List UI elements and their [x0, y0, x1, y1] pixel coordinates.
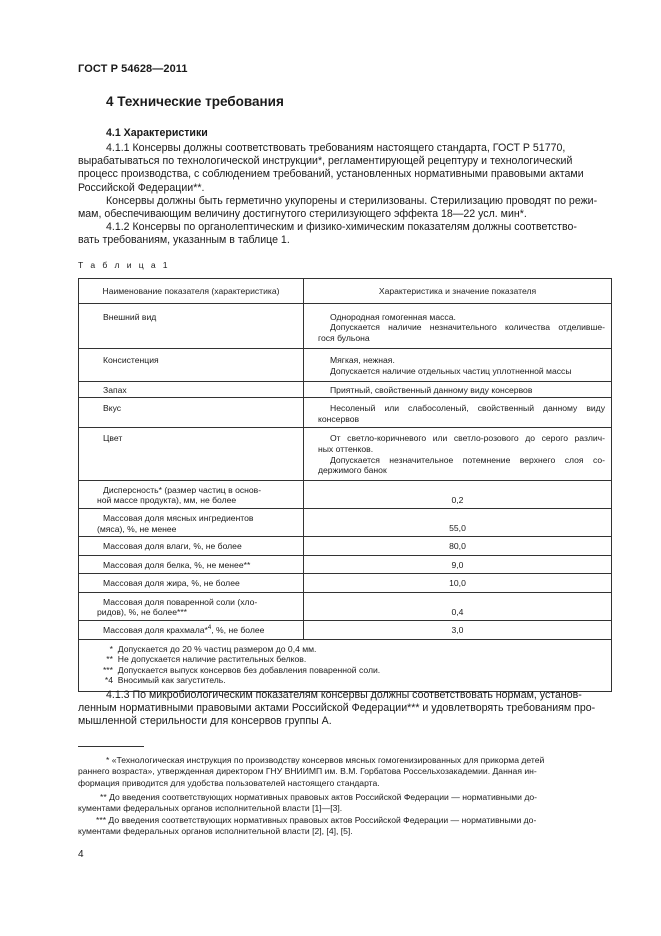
table-note	[79, 665, 611, 676]
indicator-cell	[79, 398, 304, 428]
indicator-cell	[79, 555, 304, 574]
value-cell: 9,0	[304, 555, 612, 574]
note-mark: *4	[104, 675, 113, 686]
indicator-cell	[79, 303, 304, 349]
indicator-name: Массовая доля мясных ингредиентов	[103, 512, 254, 523]
indicator-name: Вкус	[103, 403, 122, 414]
table-note	[79, 675, 611, 686]
page-number: 4	[78, 849, 84, 860]
note-text: Допускается до 20 % частиц размером до 0,4 мм.	[117, 643, 317, 654]
indicator-name: ридов), %, не более***	[97, 607, 188, 618]
indicator-name	[79, 625, 303, 636]
value-cell	[304, 303, 612, 349]
footnote-line: * «Технологическая инструкция по производству консервов мясных гомогенизированных для прикорма детей	[106, 755, 545, 765]
table-note	[79, 654, 611, 665]
value-text: гося бульона	[318, 332, 370, 343]
indicator-cell	[79, 574, 304, 593]
text-line: 4.1.2 Консервы по органолептическим и физико-химическим показателям должны соответство-	[106, 221, 577, 233]
indicator-cell	[79, 349, 304, 381]
note-text: Допускается выпуск консервов без добавления поваренной соли.	[117, 664, 381, 675]
text-line: 4.1.3 По микробиологическим показателям консервы должны соответствовать нормам, установ-	[106, 689, 582, 701]
indicator-cell	[79, 592, 304, 620]
value-text: держимого банок	[318, 465, 387, 476]
table-header-row	[79, 279, 612, 304]
text-line: Российской Федерации**.	[78, 181, 205, 194]
table-row	[79, 555, 612, 574]
paragraph-4-1-2	[78, 221, 612, 247]
value-cell	[304, 349, 612, 381]
value-text: Мягкая, нежная.	[330, 355, 395, 366]
table-row	[79, 349, 612, 381]
subsection-title: 4.1 Характеристики	[106, 127, 208, 139]
table-notes-row	[79, 639, 612, 691]
note-text: Вносимый как загуститель.	[117, 675, 226, 686]
value-cell	[304, 381, 612, 398]
value-text: Несоленый или слабосоленый, свойственный данному виду	[330, 403, 605, 414]
text-line: вать требованиям, указанным в таблице 1.	[78, 234, 290, 247]
indicator-name: ной массе продукта), мм, не более	[97, 495, 237, 506]
indicator-name: Массовая доля жира, %, не более	[103, 578, 240, 589]
value-cell: 55,0	[304, 508, 612, 536]
table-row	[79, 381, 612, 398]
note-mark: **	[106, 654, 113, 665]
footnote-superscript: 4	[207, 625, 212, 632]
table-row	[79, 574, 612, 593]
value-cell: 80,0	[304, 537, 612, 556]
footnote-separator	[78, 746, 144, 747]
value-cell: 0,2	[304, 480, 612, 508]
indicator-name: Массовая доля белка, %, не менее**	[103, 559, 251, 570]
text-line: Консервы должны быть герметично укупорены и стерилизованы. Стерилизацию проводят по режи-	[106, 195, 598, 207]
indicator-name-part: , %, не более	[211, 625, 265, 636]
value-text: консервов	[318, 413, 360, 424]
value-cell	[304, 398, 612, 428]
value-cell: 10,0	[304, 574, 612, 593]
text-line: мышленной стерильности для консервов группы А.	[78, 715, 332, 728]
table-note	[79, 644, 611, 655]
footnote-2	[78, 792, 612, 815]
indicator-name: Дисперсность* (размер частиц в основ-	[103, 484, 262, 495]
text-line: мам, обеспечивающим величину достигнутого стерилизующего эффекта 18—22 усл. мин*.	[78, 208, 527, 221]
table-row	[79, 428, 612, 480]
value-text: ных оттенков.	[318, 443, 374, 454]
table-row	[79, 537, 612, 556]
indicator-name: Цвет	[103, 433, 123, 444]
footnote-line: раннего возраста», утвержденная директором ГНУ ВНИИМП им. В.М. Горбатова Россельхозакадемии. Данная ин-	[78, 766, 537, 777]
note-mark: ***	[102, 664, 113, 675]
footnote-line: *** До введения соответствующих нормативных правовых актов Российской Федерации — нормативными до-	[96, 815, 537, 825]
indicator-name: Массовая доля поваренной соли (хло-	[103, 596, 258, 607]
value-text: Допускается наличие отдельных частиц уплотненной массы	[330, 365, 572, 376]
indicator-name: (мяса), %, не менее	[97, 523, 177, 534]
indicator-name: Массовая доля влаги, %, не более	[103, 541, 242, 552]
value-cell: 0,4	[304, 592, 612, 620]
text-line: процесс производства, с соблюдением требований, установленных нормативными правовыми актами	[78, 168, 584, 181]
footnote-3	[78, 815, 612, 838]
table-row	[79, 508, 612, 536]
value-text: Однородная гомогенная масса.	[330, 311, 456, 322]
indicator-name: Внешний вид	[103, 311, 157, 322]
footnote-line: кументами федеральных органов исполнительной власти [1]—[3].	[78, 803, 343, 814]
paragraph-4-1-1	[78, 142, 612, 195]
table-row	[79, 592, 612, 620]
indicator-name: Запах	[103, 384, 127, 395]
footnote-line: ** До введения соответствующих нормативных правовых актов Российской Федерации — нормативными до-	[100, 792, 537, 802]
note-text: Не допускается наличие растительных белков.	[117, 654, 307, 665]
indicator-cell	[79, 508, 304, 536]
table-row	[79, 621, 612, 640]
paragraph-hermetic	[78, 195, 612, 221]
value-cell: 3,0	[304, 621, 612, 640]
table-caption: Т а б л и ц а 1	[78, 260, 170, 270]
value-text: Допускается незначительное потемнение верхнего слоя со-	[330, 454, 605, 465]
value-cell	[304, 428, 612, 480]
table-row	[79, 303, 612, 349]
value-text: Допускается наличие незначительного количества отделивше-	[330, 322, 605, 333]
value-text: Приятный, свойственный данному виду консервов	[330, 384, 533, 395]
text-line: вырабатываться по технологической инструкции*, регламентирующей рецептуру и технологический	[78, 155, 573, 168]
indicator-cell	[79, 428, 304, 480]
section-title: 4 Технические требования	[106, 94, 284, 109]
document-header: ГОСТ Р 54628—2011	[78, 63, 188, 75]
table-row	[79, 480, 612, 508]
table-notes	[79, 639, 612, 691]
indicator-cell	[79, 480, 304, 508]
column-header-indicator: Наименование показателя (характеристика)	[79, 279, 304, 304]
column-header-value: Характеристика и значение показателя	[304, 279, 612, 304]
note-mark: *	[109, 643, 113, 654]
indicator-cell	[79, 537, 304, 556]
indicator-cell	[79, 621, 304, 640]
indicator-cell	[79, 381, 304, 398]
value-text: От светло-коричневого или светло-розового до серого различ-	[330, 433, 605, 444]
table-row	[79, 398, 612, 428]
indicator-name-part: Массовая доля крахмала*	[103, 625, 208, 636]
indicator-name: Консистенция	[103, 355, 159, 366]
text-line: ленным нормативными правовыми актами Российской Федерации*** и удовлетворять требованиям про-	[78, 702, 596, 715]
footnote-line: формация приводится для удобства пользователей настоящего стандарта.	[78, 777, 380, 788]
requirements-table	[78, 278, 612, 692]
text-line: 4.1.1 Консервы должны соответствовать требованиям настоящего стандарта, ГОСТ Р 51770,	[106, 142, 566, 154]
footnote-line: кументами федеральных органов исполнительной власти [2], [4], [5].	[78, 826, 353, 837]
footnote-1	[78, 755, 612, 789]
paragraph-4-1-3	[78, 689, 612, 729]
